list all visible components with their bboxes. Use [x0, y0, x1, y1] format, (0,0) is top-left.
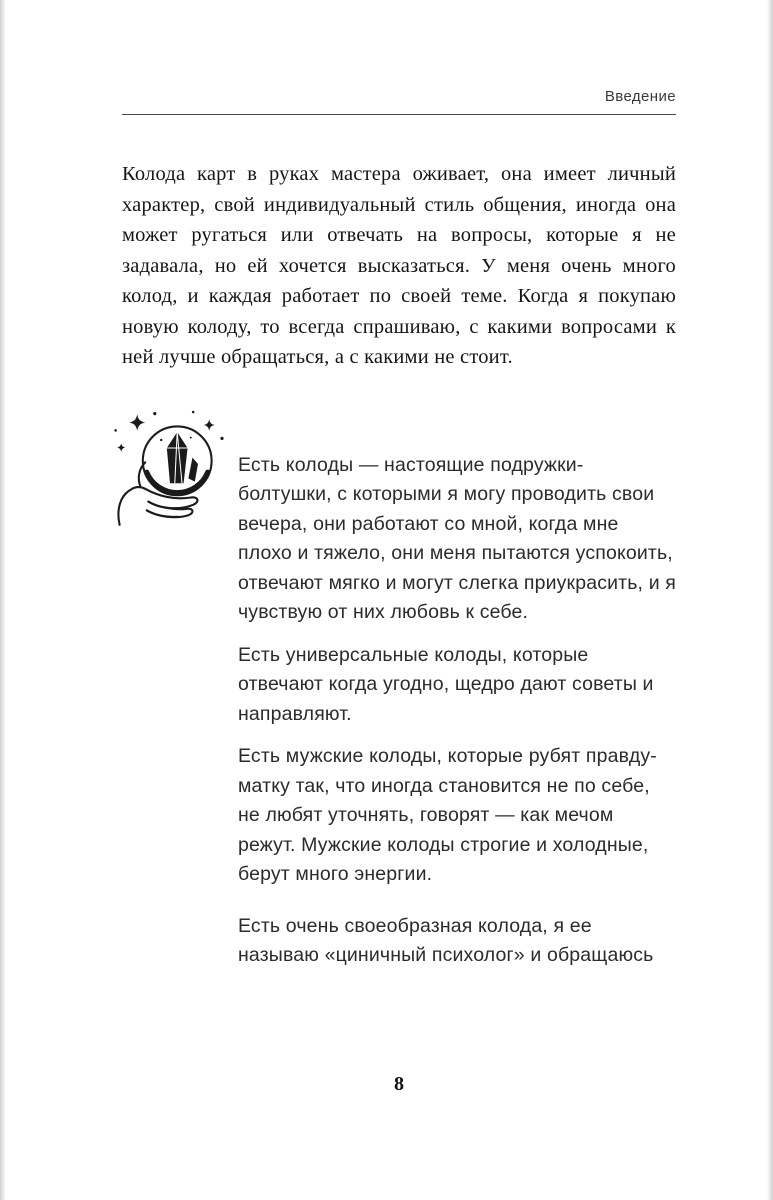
body-paragraph: Есть мужские колоды, которые рубят правду-матку так, что иногда становится не по себе, не любят уточнять, говорят — как мечом режут. Мужские колоды строгие и холодные, берут много энергии.: [238, 745, 657, 885]
body-paragraph: Есть колоды — настоящие подружки-болтушки, с которыми я могу проводить свои вечера, они работают со мной, когда мне плохо и тяжело, они меня пытаются успокоить, отвечают мягко и могут слегка приукрасить, и я чувствую от них любовь к себе.: [238, 453, 677, 623]
figure-and-text-row: [122, 393, 676, 971]
header-rule: [122, 114, 676, 115]
crystal-ball-in-hand-icon: [110, 393, 230, 543]
crystal-ball-illustration: [110, 393, 230, 548]
running-head: Введение: [604, 88, 676, 105]
page-number: 8: [394, 1073, 404, 1095]
page-footer: [122, 1073, 676, 1200]
body-paragraph: Есть очень своеобразная колода, я ее называю «циничный психолог» и обращаюсь: [238, 914, 654, 966]
body-text-column: [230, 393, 676, 971]
body-paragraph: Есть универсальные колоды, которые отвечают когда угодно, щедро дают советы и направляют.: [238, 643, 654, 725]
intro-paragraph: Колода карт в руках мастера оживает, она имеет личный характер, свой индивидуальный стиль общения, иногда она может ругаться или отвечать на вопросы, которые я не задавала, но ей хочется высказаться. У меня очень много колод, и каждая работает по своей теме. Когда я покупаю новую колоду, то всегда спрашиваю, с какими вопросами к ней лучше обращаться, а с какими не стоит.: [122, 163, 676, 368]
